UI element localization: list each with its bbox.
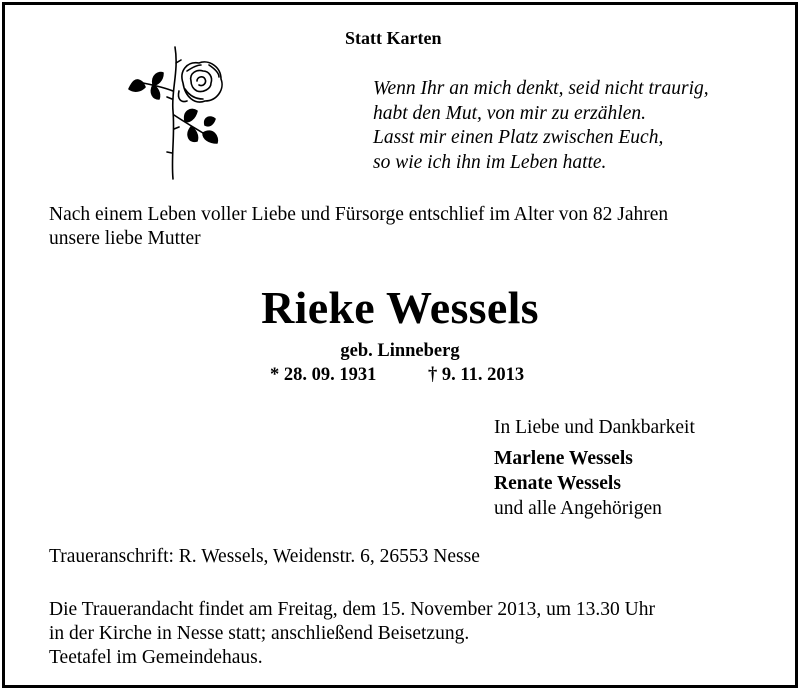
intro-line: unsere liebe Mutter [49, 228, 201, 249]
mourners [494, 415, 695, 521]
service-line: Teetafel im Gemeindehaus. [49, 647, 263, 668]
mourners-intro: In Liebe und Dankbarkeit [494, 417, 695, 438]
deceased-name: Rieke Wessels [261, 282, 539, 333]
life-dates [270, 365, 524, 386]
service-info [49, 598, 655, 670]
heading: Statt Karten [345, 28, 442, 48]
birth-name: geb. Linneberg [340, 341, 460, 361]
birth-date: * 28. 09. 1931 [270, 365, 377, 385]
poem [373, 77, 709, 175]
intro-text [49, 203, 668, 251]
mourner-name: Marlene Wessels [494, 448, 633, 469]
mourner-name: Renate Wessels [494, 473, 621, 494]
poem-line: habt den Mut, von mir zu erzählen. [373, 102, 646, 124]
mourning-address: Traueranschrift: R. Wessels, Weidenstr. 6, 26553 Nesse [49, 546, 480, 567]
poem-line: so wie ich ihn im Leben hatte. [373, 151, 607, 173]
poem-line: Lasst mir einen Platz zwischen Euch, [373, 127, 664, 148]
mourners-others: und alle Angehörigen [494, 498, 662, 519]
poem-line: Wenn Ihr an mich denkt, seid nicht traurig, [373, 78, 709, 99]
intro-line: Nach einem Leben voller Liebe und Fürsorge entschlief im Alter von 82 Jahren [49, 204, 669, 225]
service-line: Die Trauerandacht findet am Freitag, dem 15. November 2013, um 13.30 Uhr [49, 599, 655, 620]
service-line: in der Kirche in Nesse statt; anschließend Beisetzung. [49, 623, 470, 644]
rose-icon [123, 41, 233, 181]
death-date: † 9. 11. 2013 [428, 365, 525, 385]
obituary-notice [2, 2, 798, 688]
